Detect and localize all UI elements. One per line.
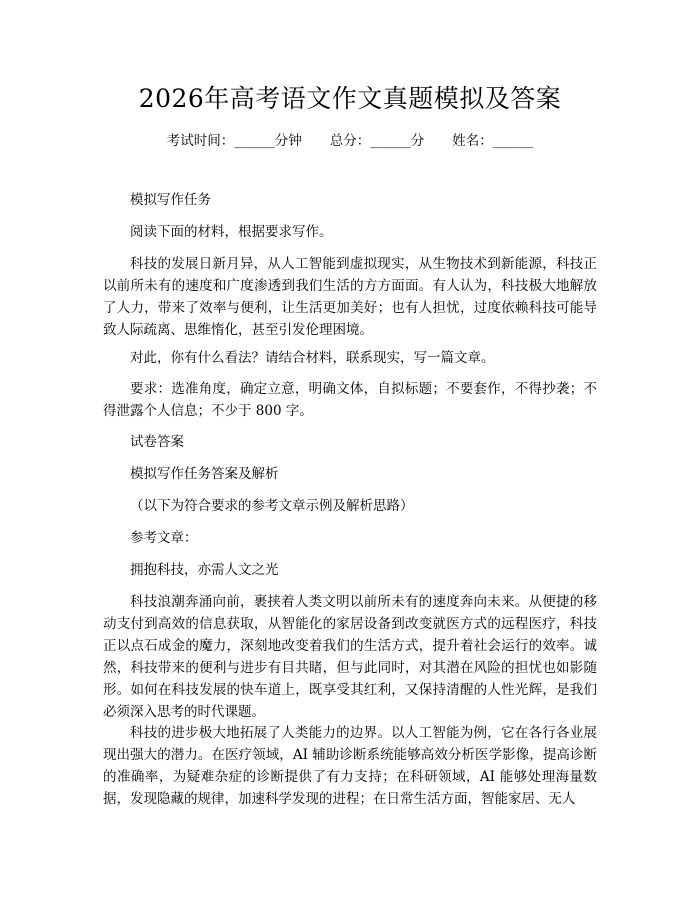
exam-score-field: 总分：______分 <box>329 133 425 149</box>
exam-time-field: 考试时间：______分钟 <box>166 133 302 149</box>
instruction-paragraph: 阅读下面的材料，根据要求写作。 <box>130 224 333 240</box>
essay-paragraph-2: 科技的进步极大地拓展了人类能力的边界。以人工智能为例，它在各行各业展现出强大的潜力。在医疗领域，AI 辅助诊断系统能够高效分析医学影像，提高诊断的准确率，为疑难杂症的诊断提供了有力支持；在科研领域，AI 能够处理海量数据，发现隐藏的规律，加速科学发现的进程；在日常生活方面，智能家居、无人 <box>103 725 597 807</box>
requirements-paragraph: 要求：选准角度，确定立意，明确文体，自拟标题；不要套作，不得抄袭；不得泄露个人信息；不少于 800 字。 <box>103 381 597 419</box>
section-heading-answer-analysis: 模拟写作任务答案及解析 <box>130 466 279 482</box>
essay-paragraph-1: 科技浪潮奔涌向前，裹挟着人类文明以前所未有的速度奔向未来。从便捷的移动支付到高效的信息获取，从智能化的家居设备到改变就医方式的远程医疗，科技正以点石成金的魔力，深刻地改变着我们的生活方式，提升着社会运行的效率。诚然，科技带来的便利与进步有目共睹，但与此同时，对其潜在风险的担忧也如影随形。如何在科技发展的快车道上，既享受其红利，又保持清醒的人性光辉，是我们必须深入思考的时代课题。 <box>103 594 597 720</box>
exam-name-field: 姓名：______ <box>452 133 534 149</box>
section-heading-answers: 试卷答案 <box>130 434 184 450</box>
answer-note-paragraph: （以下为符合要求的参考文章示例及解析思路） <box>130 498 414 514</box>
essay-title: 拥抱科技，亦需人文之光 <box>130 562 279 578</box>
exam-info-line <box>0 131 700 151</box>
section-heading-task: 模拟写作任务 <box>130 192 211 208</box>
document-title: 2026年高考语文作文真题模拟及答案 <box>138 84 562 113</box>
question-paragraph: 对此，你有什么看法？请结合材料，联系现实，写一篇文章。 <box>130 350 495 366</box>
reference-essay-label: 参考文章： <box>130 530 198 546</box>
material-paragraph: 科技的发展日新月异，从人工智能到虚拟现实，从生物技术到新能源，科技正以前所未有的速度和广度渗透到我们生活的方方面面。有人认为，科技极大地解放了人力，带来了效率与便利，让生活更加美好；也有人担忧，过度依赖科技可能导致人际疏离、思维惰化，甚至引发伦理困境。 <box>103 256 597 338</box>
